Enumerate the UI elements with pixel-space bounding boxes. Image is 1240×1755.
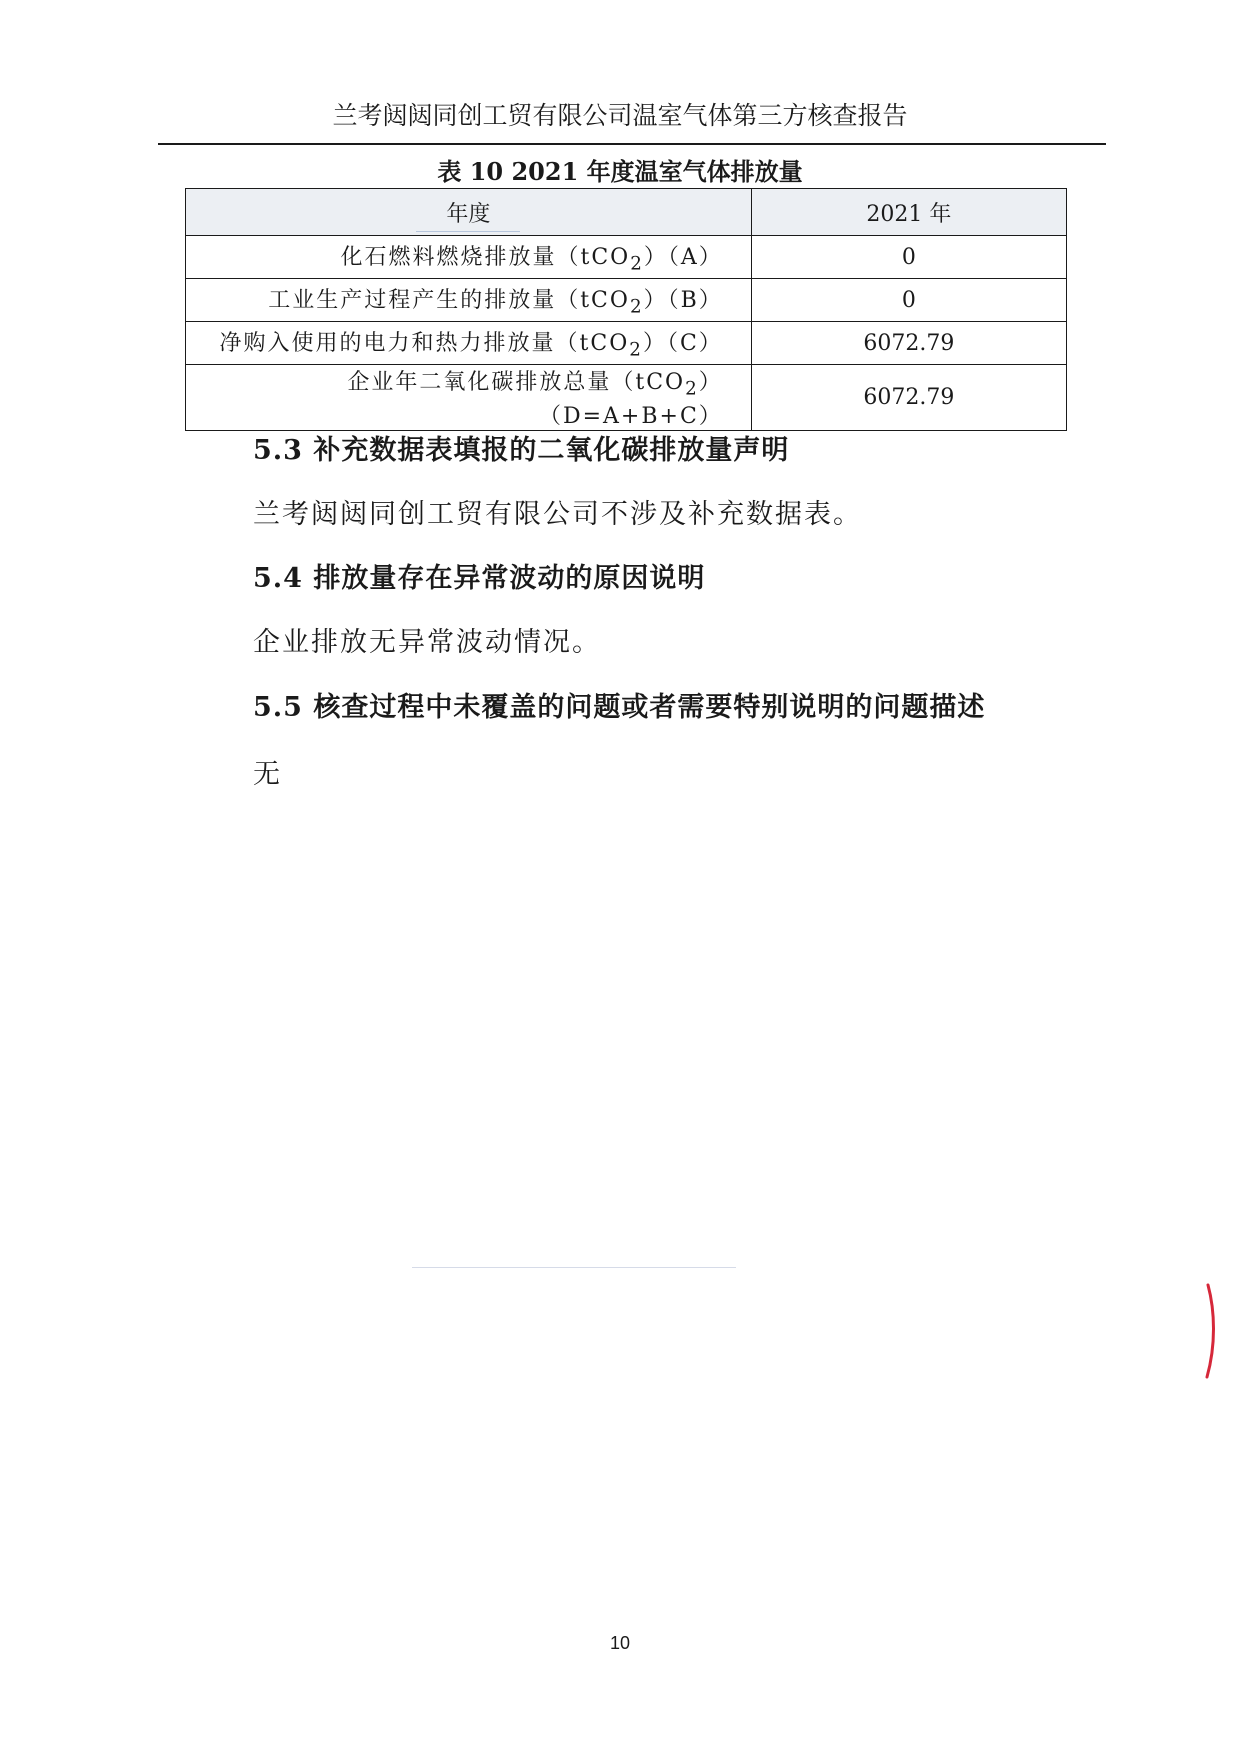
table-header-year-value: 2021 年 [751,189,1066,236]
row-label-total [186,365,752,431]
table-caption: 表 10 2021 年度温室气体排放量 [437,157,803,186]
section-body-5-5: 无 [253,759,282,790]
section-heading-5-5: 5.5 核查过程中未覆盖的问题或者需要特别说明的问题描述 [253,692,986,723]
row-label-suffix: ）（B） [643,287,723,313]
header-label-text: 年度 [446,197,490,228]
row-label-suffix: ）（C） [642,330,723,356]
table-row [186,365,1067,431]
table-row [186,236,1067,279]
section-heading-5-4: 5.4 排放量存在异常波动的原因说明 [253,563,706,594]
row-value-fossil-fuel: 0 [751,236,1066,279]
row-label-text: 工业生产过程产生的排放量（tCO [268,287,630,313]
row-label-electricity-heat [186,322,752,365]
row-value-total: 6072.79 [751,365,1066,431]
subscript: 2 [630,253,644,275]
row-label-text: 净购入使用的电力和热力排放量（tCO [219,330,630,356]
row-value-electricity-heat: 6072.79 [751,322,1066,365]
row-value-industrial-process: 0 [751,279,1066,322]
emissions-table [185,188,1067,431]
section-body-5-4: 企业排放无异常波动情况。 [253,627,601,658]
table-row [186,279,1067,322]
subscript: 2 [685,378,699,400]
section-heading-5-3: 5.3 补充数据表填报的二氧化碳排放量声明 [253,435,790,466]
row-label-suffix: ）（A） [643,244,723,270]
running-header-title: 兰考闼闼同创工贸有限公司温室气体第三方核查报告 [332,101,908,130]
row-label-text: 化石燃料燃烧排放量（tCO [340,244,631,270]
row-label-fossil-fuel [186,236,752,279]
row-label-suffix: ）（D=A+B+C） [538,370,723,430]
faint-scan-line [412,1267,736,1268]
page-number: 10 [609,1633,631,1653]
row-label-industrial-process [186,279,752,322]
header-rule [158,143,1106,145]
subscript: 2 [629,339,643,361]
table-row [186,322,1067,365]
table-header-row [186,189,1067,236]
seal-edge-mark [1204,1283,1218,1379]
section-body-5-3: 兰考闼闼同创工贸有限公司不涉及补充数据表。 [253,499,862,530]
subscript: 2 [629,296,644,318]
table-header-year-label [186,189,752,236]
row-label-text: 企业年二氧化碳排放总量（tCO [347,370,686,395]
